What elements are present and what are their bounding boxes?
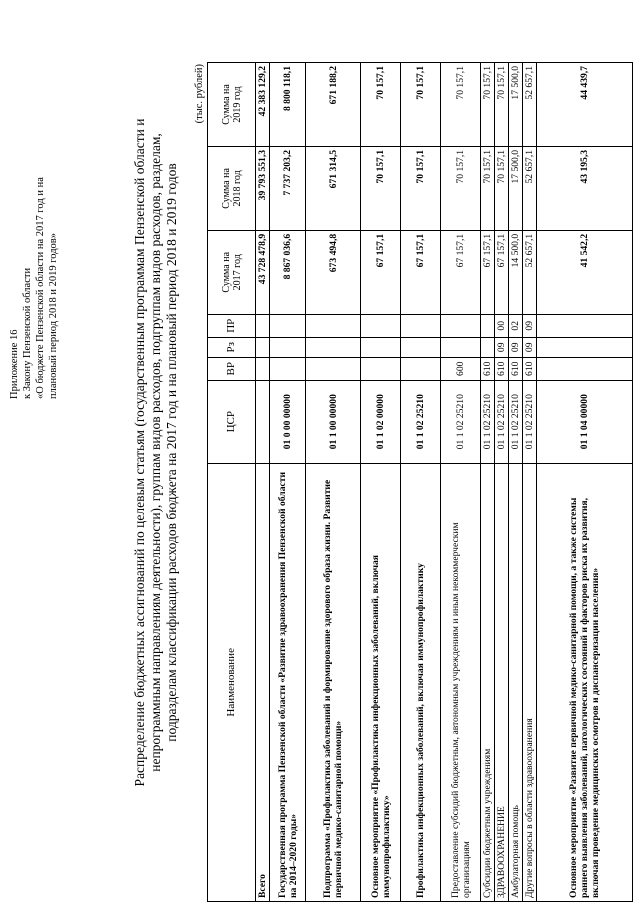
row-name: Всего [256, 463, 270, 901]
row-name: Основное мероприятие «Развитие первичной медико-санитарной помощи, а также системы раннего выявления заболеваний, патологических состояний и факторов риска их развития, включая проведение медицинских осмотров и диспансеризации населения» [537, 463, 633, 901]
row-vr [256, 357, 270, 380]
row-sum-2019: 70 157,1 [481, 63, 495, 147]
row-vr: 610 [509, 357, 523, 380]
row-rz [401, 337, 441, 357]
header-sum-2019-line1: Сумма на [220, 84, 232, 125]
row-csr: 01 1 02 00000 [361, 380, 401, 463]
row-pr [481, 314, 495, 337]
row-sum-2017: 43 728 478,9 [256, 230, 270, 314]
row-name: Государственная программа Пензенской области «Развитие здравоохранения Пензенской области на 2014–2020 годы» [270, 463, 306, 901]
header-pr: ПР [208, 314, 256, 337]
row-rz: 09 [495, 337, 509, 357]
row-sum-2017: 67 157,1 [441, 230, 481, 314]
row-name: Другие вопросы в области здравоохранения [523, 463, 537, 901]
row-pr: 02 [509, 314, 523, 337]
row-sum-2017: 52 657,1 [523, 230, 537, 314]
table-row [361, 63, 401, 902]
row-sum-2019: 70 157,1 [441, 63, 481, 147]
row-sum-2018: 70 157,1 [481, 146, 495, 230]
row-csr [256, 380, 270, 463]
document-title [132, 10, 180, 895]
row-sum-2017: 67 157,1 [401, 230, 441, 314]
row-sum-2018: 70 157,1 [401, 146, 441, 230]
table-header [208, 63, 256, 902]
row-pr [270, 314, 306, 337]
row-sum-2019: 17 500,0 [509, 63, 523, 147]
row-csr: 01 1 02 25210 [441, 380, 481, 463]
row-pr [256, 314, 270, 337]
header-sum-2019 [208, 63, 256, 147]
row-rz [306, 337, 361, 357]
row-rz [361, 337, 401, 357]
row-csr: 01 1 02 25210 [401, 380, 441, 463]
row-sum-2017: 67 157,1 [481, 230, 495, 314]
title-line-1: Распределение бюджетных ассигнований по целевым статьям (государственным программам Пензенской области и [132, 118, 147, 787]
header-sum-2019-line2: 2019 год [231, 86, 243, 123]
row-rz: 09 [523, 337, 537, 357]
table-row [270, 63, 306, 902]
row-pr: 00 [495, 314, 509, 337]
row-sum-2017: 673 494,8 [306, 230, 361, 314]
appendix-law-title: «О бюджете Пензенской области на 2017 год и на [35, 177, 46, 399]
row-sum-2019: 44 439,7 [537, 63, 633, 147]
row-sum-2019: 70 157,1 [495, 63, 509, 147]
row-pr [306, 314, 361, 337]
row-sum-2017: 41 542,2 [537, 230, 633, 314]
header-sum-2017 [208, 230, 256, 314]
row-vr [361, 357, 401, 380]
row-rz: 09 [509, 337, 523, 357]
row-name: ЗДРАВООХРАНЕНИЕ [495, 463, 509, 901]
row-pr [537, 314, 633, 337]
row-sum-2018: 43 195,3 [537, 146, 633, 230]
row-csr: 01 1 02 25210 [481, 380, 495, 463]
row-csr: 01 1 00 00000 [306, 380, 361, 463]
table-row [481, 63, 495, 902]
row-sum-2018: 39 793 551,3 [256, 146, 270, 230]
appendix-law: к Закону Пензенской области [22, 267, 33, 399]
row-vr [270, 357, 306, 380]
row-pr [401, 314, 441, 337]
row-vr [537, 357, 633, 380]
header-vr: ВР [208, 357, 256, 380]
row-sum-2017: 67 157,1 [361, 230, 401, 314]
row-csr: 01 1 02 25210 [509, 380, 523, 463]
row-vr [401, 357, 441, 380]
row-pr: 09 [523, 314, 537, 337]
row-csr: 01 1 02 25210 [495, 380, 509, 463]
row-csr: 01 0 00 00000 [270, 380, 306, 463]
row-vr [306, 357, 361, 380]
header-sum-2018 [208, 146, 256, 230]
header-csr: ЦСР [208, 380, 256, 463]
row-sum-2017: 67 157,1 [495, 230, 509, 314]
budget-table [207, 62, 633, 902]
row-rz [537, 337, 633, 357]
appendix-law-title-cont: плановый период 2018 и 2019 годов» [48, 233, 59, 399]
row-sum-2018: 7 737 203,2 [270, 146, 306, 230]
row-name: Подпрограмма «Профилактика заболеваний и формирование здорового образа жизни. Развитие первичной медико-санитарной помощи» [306, 463, 361, 901]
row-sum-2018: 671 314,5 [306, 146, 361, 230]
table-body [256, 63, 633, 902]
row-csr: 01 1 02 25210 [523, 380, 537, 463]
row-sum-2019: 42 383 129,2 [256, 63, 270, 147]
table-row-total [256, 63, 270, 902]
row-sum-2017: 8 867 036,6 [270, 230, 306, 314]
row-rz [270, 337, 306, 357]
row-rz [256, 337, 270, 357]
header-sum-2018-line2: 2018 год [231, 170, 243, 207]
row-vr: 610 [523, 357, 537, 380]
row-sum-2019: 70 157,1 [401, 63, 441, 147]
row-sum-2019: 8 800 118,1 [270, 63, 306, 147]
header-sum-2017-line1: Сумма на [220, 251, 232, 293]
table-row [495, 63, 509, 902]
appendix-header [8, 99, 60, 399]
row-sum-2018: 70 157,1 [441, 146, 481, 230]
row-vr: 610 [481, 357, 495, 380]
row-pr [361, 314, 401, 337]
title-line-3: подразделам классификации расходов бюджета на 2017 год и на плановый период 2018 и 2019 годов [164, 163, 179, 742]
table-row [523, 63, 537, 902]
row-csr: 01 1 04 00000 [537, 380, 633, 463]
row-sum-2017: 14 500,0 [509, 230, 523, 314]
row-vr: 610 [495, 357, 509, 380]
units-label: (тыс. рублей) [194, 64, 205, 124]
row-rz [441, 337, 481, 357]
appendix-number: Приложение 16 [9, 329, 20, 399]
table-row [401, 63, 441, 902]
row-rz [481, 337, 495, 357]
row-sum-2019: 70 157,1 [361, 63, 401, 147]
row-pr [441, 314, 481, 337]
table-row [306, 63, 361, 902]
row-vr: 600 [441, 357, 481, 380]
row-name: Профилактика инфекционных заболеваний, включая иммунопрофилактику [401, 463, 441, 901]
row-sum-2019: 671 188,2 [306, 63, 361, 147]
table-row [441, 63, 481, 902]
title-line-2: непрограммным направлениям деятельности), группам видов расходов, подгруппам видов расходов, разделам, [148, 133, 163, 772]
row-sum-2018: 52 657,1 [523, 146, 537, 230]
row-sum-2019: 52 657,1 [523, 63, 537, 147]
row-sum-2018: 70 157,1 [361, 146, 401, 230]
row-sum-2018: 17 500,0 [509, 146, 523, 230]
row-name: Основное мероприятие «Профилактика инфекционных заболеваний, включая иммунопрофилактику» [361, 463, 401, 901]
header-sum-2017-line2: 2017 год [231, 254, 243, 291]
header-sum-2018-line1: Сумма на [220, 168, 232, 209]
table-row [537, 63, 633, 902]
row-name: Предоставление субсидий бюджетным, автономным учреждениям и иным некоммерческим организациям [441, 463, 481, 901]
header-rz: Рз [208, 337, 256, 357]
header-name: Наименование [208, 463, 256, 901]
table-row [509, 63, 523, 902]
row-name: Субсидии бюджетным учреждениям [481, 463, 495, 901]
row-sum-2018: 70 157,1 [495, 146, 509, 230]
row-name: Амбулаторная помощь [509, 463, 523, 901]
